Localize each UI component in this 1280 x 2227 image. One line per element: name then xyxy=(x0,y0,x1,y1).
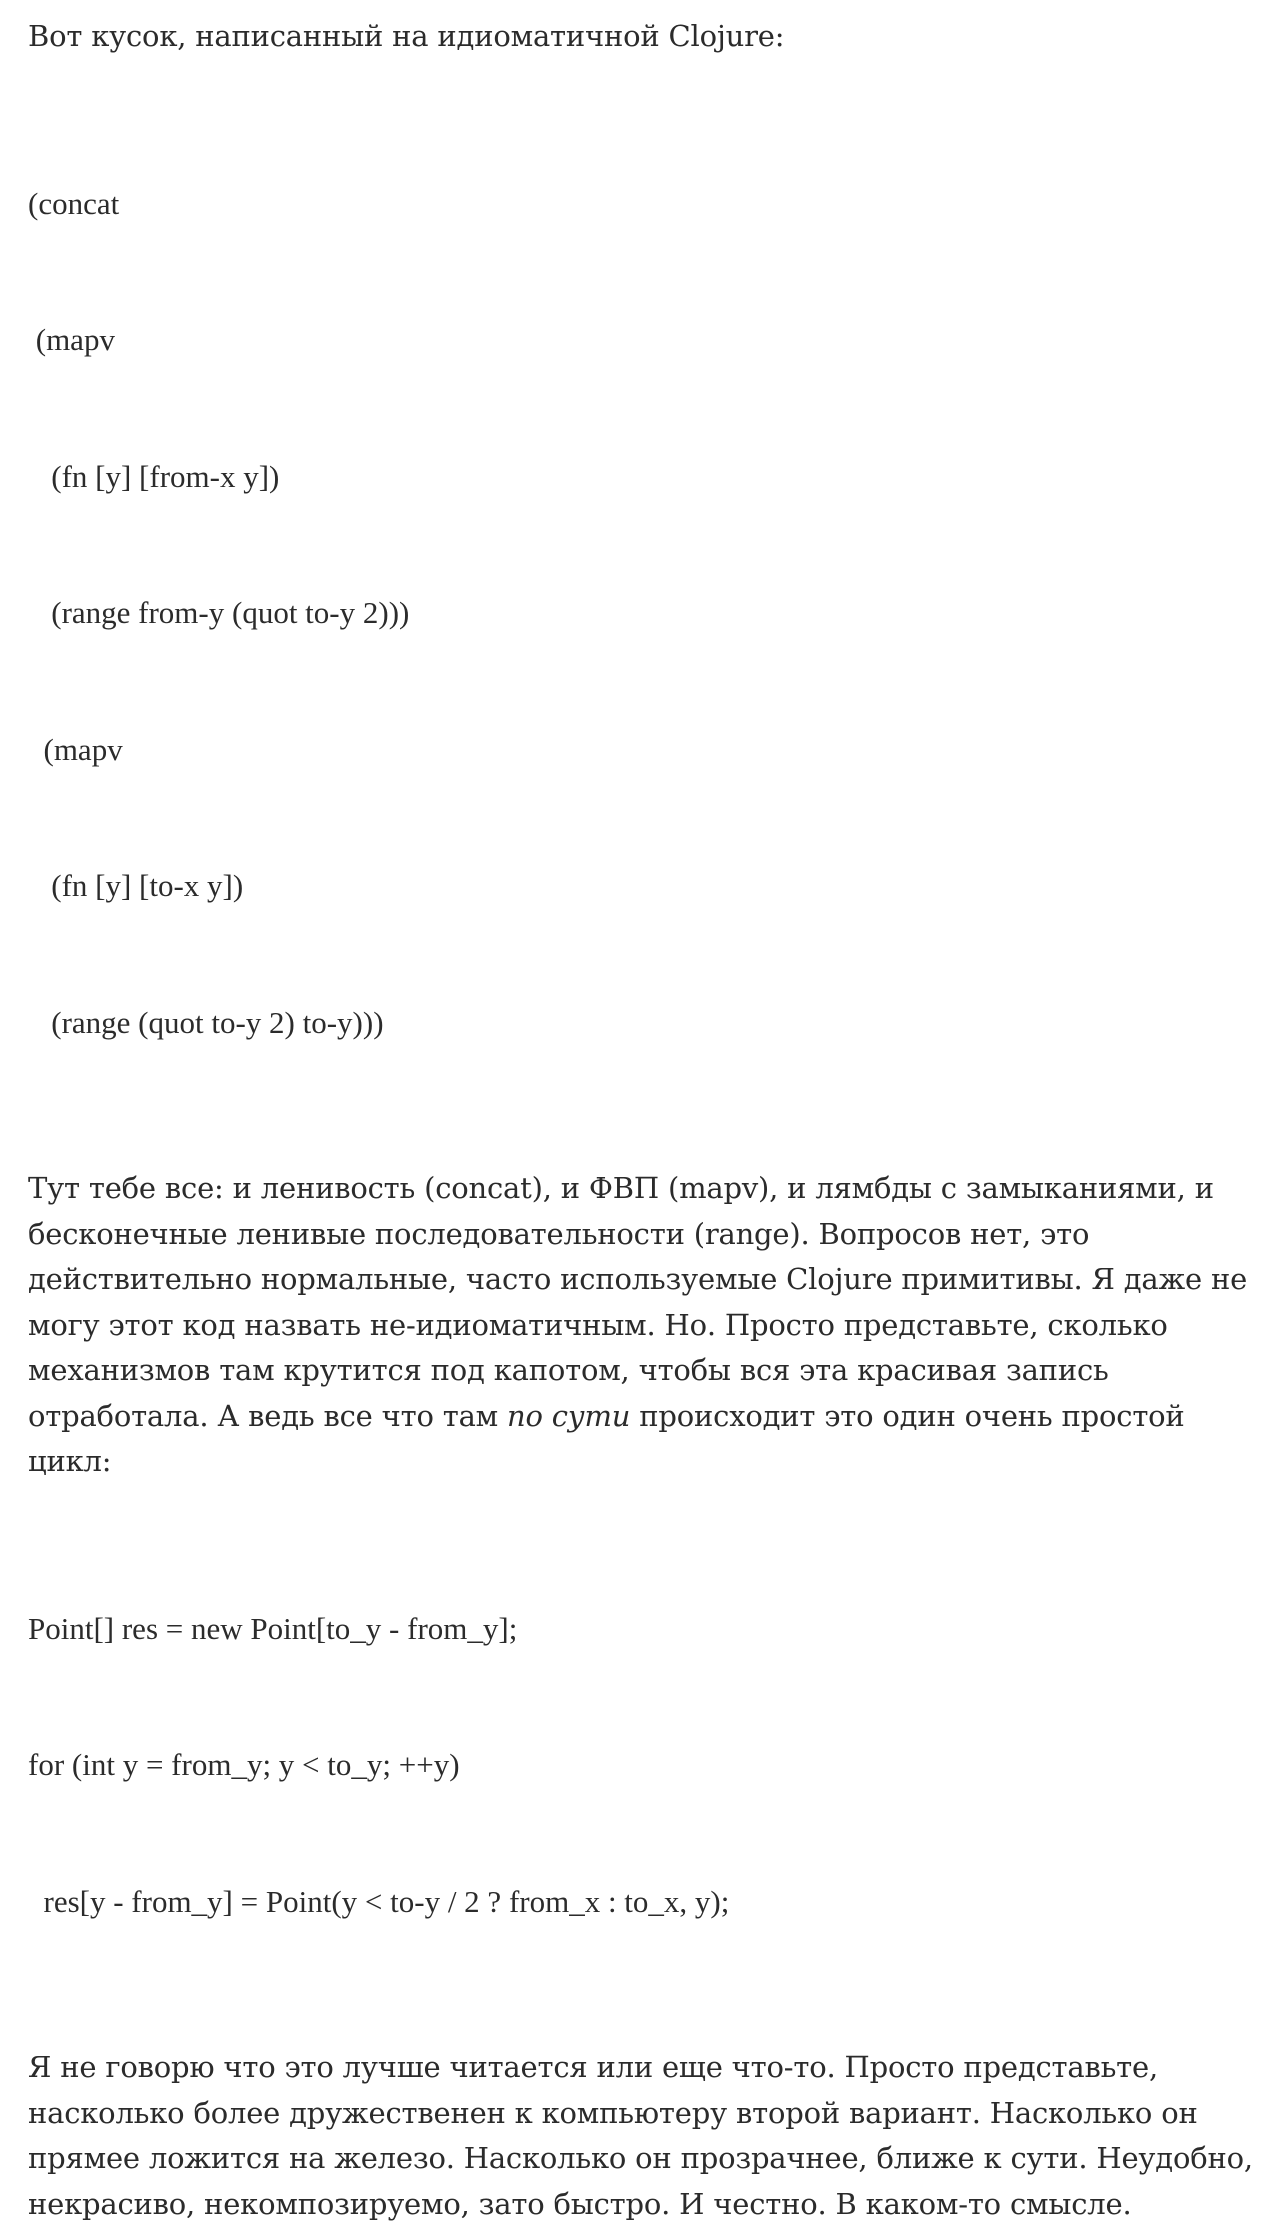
code-line: (fn [y] [from-x y]) xyxy=(28,458,280,494)
code-line: (mapv xyxy=(28,322,115,357)
explanation-text: Тут тебе все: и ленивость (concat), и ФВП (mapv), и лямбды с замыканиями, и бесконечные ленивые последовательности (range). Вопросов нет, это действительно нормальные, часто используемые Clojure примитивы. Я даже не могу этот код назвать не-идиоматичным. Но. Просто представьте, сколько механизмов там крутится под капотом, чтобы вся эта красивая запись отработала. А ведь все что там xyxy=(28,1171,1248,1433)
explanation-text-end: происходит это один очень простой цикл: xyxy=(28,1398,1185,1478)
code-line: (mapv xyxy=(28,731,123,767)
code-line: for (int y = from_y; y < to_y; ++y) xyxy=(28,1747,460,1782)
explanation-paragraph xyxy=(28,1166,1256,1485)
emphasis-text: по сути xyxy=(507,1398,631,1433)
code-line: (range from-y (quot to-y 2))) xyxy=(28,595,410,630)
conclusion-paragraph: Я не говорю что это лучше читается или еще что-то. Просто представьте, насколько более дружественен к компьютеру второй вариант. Насколько он прямее ложится на железо. Насколько он прозрачнее, ближе к сути. Неудобно, некрасиво, некомпозируемо, зато быстро. И честно. В каком-то смысле. xyxy=(28,2050,1253,2221)
intro-paragraph: Вот кусок, написанный на идиоматичной Clojure: xyxy=(28,19,785,53)
code-line: (concat xyxy=(28,185,120,221)
code-line: res[y - from_y] = Point(y < to-y / 2 ? from_x : to_x, y); xyxy=(28,1883,730,1919)
java-code-block xyxy=(28,1515,1256,2016)
code-line: Point[] res = new Point[to_y - from_y]; xyxy=(28,1610,518,1646)
clojure-code-block xyxy=(28,90,1256,1137)
code-line: (fn [y] [to-x y]) xyxy=(28,868,244,903)
code-line: (range (quot to-y 2) to-y))) xyxy=(28,1004,384,1040)
